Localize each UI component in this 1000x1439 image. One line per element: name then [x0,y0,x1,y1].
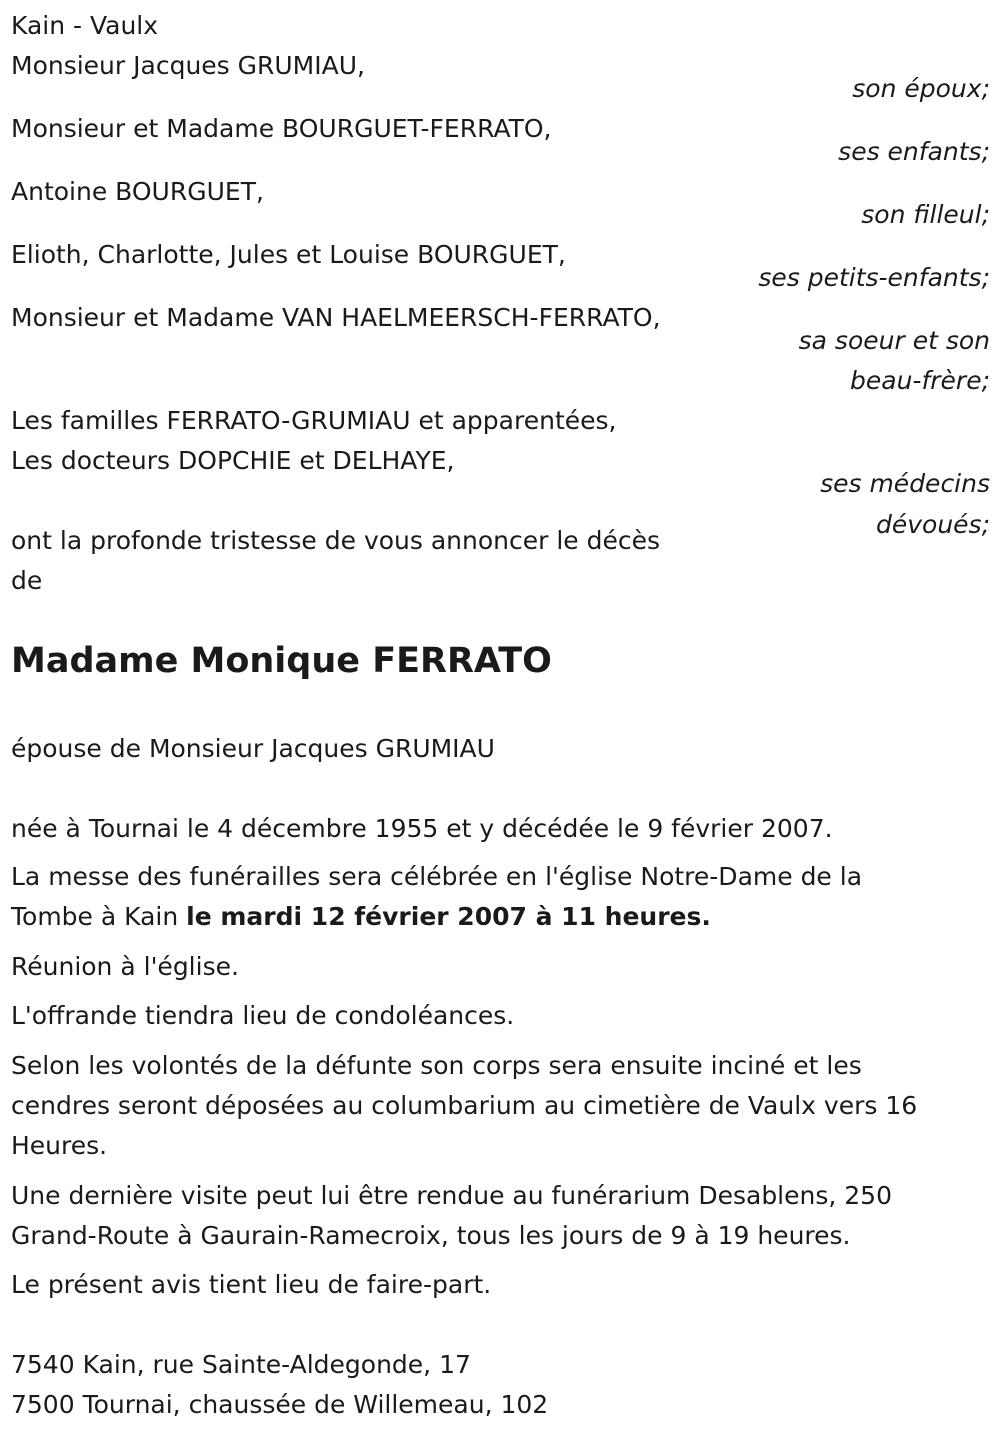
family-name-godson: Antoine BOURGUET, [11,177,264,206]
birth-death-line: née à Tournai le 4 décembre 1955 et y décédée le 9 février 2007. [11,814,833,843]
family-role-grandchildren: ses petits-enfants; [758,263,990,292]
family-name-doctors: Les docteurs DOPCHIE et DELHAYE, [11,446,455,475]
deceased-name: Madame Monique FERRATO [11,641,552,681]
cremation-line1: Selon les volontés de la défunte son corps sera ensuite inciné et les [11,1051,862,1080]
mass-line2 [11,897,711,937]
family-role-sister-line1: sa soeur et son [798,326,990,355]
mass-line2-prefix: Tombe à Kain [11,902,187,931]
cremation-line3: Heures. [11,1131,108,1160]
family-role-children: ses enfants; [838,137,990,166]
family-role-godson: son filleul; [861,200,990,229]
visit-line2: Grand-Route à Gaurain-Ramecroix, tous les jours de 9 à 19 heures. [11,1221,851,1250]
notice-line: Le présent avis tient lieu de faire-part. [11,1270,492,1299]
announcement-line1: ont la profonde tristesse de vous annoncer le décès [11,526,661,555]
mass-datetime: le mardi 12 février 2007 à 11 heures. [186,902,711,931]
announcement-line2: de [11,566,43,595]
place-header: Kain - Vaulx [11,11,159,40]
address-kain: 7540 Kain, rue Sainte-Aldegonde, 17 [11,1350,471,1379]
reunion-line: Réunion à l'église. [11,952,239,981]
family-name-spouse: Monsieur Jacques GRUMIAU, [11,51,365,80]
family-name-relatives: Les familles FERRATO-GRUMIAU et apparentées, [11,406,617,435]
family-role-sister-line2: beau-frère; [850,366,990,395]
mass-line1: La messe des funérailles sera célébrée en l'église Notre-Dame de la [11,862,863,891]
visit-line1: Une dernière visite peut lui être rendue au funérarium Desablens, 250 [11,1181,892,1210]
family-name-grandchildren: Elioth, Charlotte, Jules et Louise BOURGUET, [11,240,566,269]
offering-line: L'offrande tiendra lieu de condoléances. [11,1001,515,1030]
cremation-line2: cendres seront déposées au columbarium au cimetière de Vaulx vers 16 [11,1091,918,1120]
family-role-doctors-line2: dévoués; [875,510,990,539]
deceased-spouse: épouse de Monsieur Jacques GRUMIAU [11,734,495,763]
family-name-sister: Monsieur et Madame VAN HAELMEERSCH-FERRATO, [11,303,661,332]
family-name-children: Monsieur et Madame BOURGUET-FERRATO, [11,114,552,143]
family-role-spouse: son époux; [852,74,990,103]
family-role-doctors-line1: ses médecins [820,469,990,498]
address-tournai: 7500 Tournai, chaussée de Willemeau, 102 [11,1390,549,1419]
